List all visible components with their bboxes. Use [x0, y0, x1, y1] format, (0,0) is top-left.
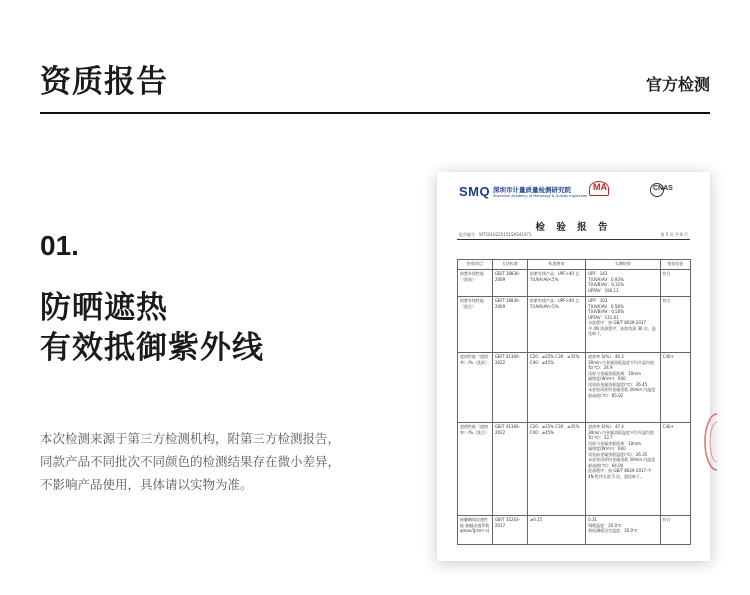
section-number: 01.	[40, 230, 79, 261]
column-header: 实测结果	[586, 260, 661, 270]
report-cell-result: 0.31 调理温度：20.0℃ 热检测板设定温度：35.0℃	[586, 516, 661, 545]
report-number: 报告编号：WT2010225151SAS41971	[459, 232, 532, 237]
column-header: 检验项目	[458, 260, 493, 270]
report-table-row	[458, 297, 691, 353]
report-cell-method: GB/T 18830-2009	[492, 297, 527, 353]
report-cell-conclusion: C40+	[660, 353, 690, 423]
report-table-row	[458, 516, 691, 545]
report-cell-method: GB/T 35263-2017	[492, 516, 527, 545]
report-table-body	[458, 270, 691, 545]
report-cell-result: 遮热率 S(%)：46.3 30min 内金属黑板温度平均升温均值 Tc(℃)：24.9 试样与金属黑板距离：10mm 辐照度(W/m²)：600 试验前金属黑板温度(℃)：26.45 未安装试样时金属黑板 30min 内温度最高值(℃)：65.02	[586, 353, 661, 423]
report-cell-conclusion: 符合	[660, 297, 690, 353]
report-table	[457, 259, 691, 545]
page-title: 资质报告	[40, 64, 168, 100]
column-header: 检验结论	[660, 260, 690, 270]
section-heading-line1: 防晒遮热	[40, 290, 168, 326]
report-table-row	[458, 353, 691, 423]
report-cell-requirement: 防紫外线产品：UPF>40 且 T(UVA)AV<5%	[527, 270, 585, 297]
report-table-row	[458, 270, 691, 297]
report-cell-conclusion: C40+	[660, 423, 690, 516]
ma-mark: MA	[593, 182, 607, 192]
report-cell-requirement: C20：≥25% C30：≥35% C40：≥45%	[527, 423, 585, 516]
report-cell-item: 防紫外线性能（洗后）	[458, 297, 493, 353]
org-name: 深圳市计量质量检测研究院	[493, 186, 571, 194]
report-cell-result: UPF：142 T(UVA)AV：0.93% T(UVB)AV：0.31% UPFAV：190.11	[586, 270, 661, 297]
report-table-row	[458, 423, 691, 516]
report-page-info: 第 5 页 共 8 页	[660, 232, 688, 237]
report-cell-item: 接触瞬间凉感性能 接触凉感系数 qmax/(J/cm²·s)	[458, 516, 493, 545]
report-title: 检 验 报 告	[535, 222, 612, 233]
report-cell-conclusion: 符合	[660, 270, 690, 297]
description-line: 不影响产品使用，具体请以实物为准。	[40, 477, 253, 492]
report-cell-requirement: ≥0.15	[527, 516, 585, 545]
report-cell-requirement: C20：≥25% C30：≥35% C40：≥45%	[527, 353, 585, 423]
smq-logo: SMQ	[459, 184, 491, 199]
section-description	[40, 427, 380, 496]
report-cell-item: 防紫外线性能（洗前）	[458, 270, 493, 297]
description-line: 本次检测来源于第三方检测机构，附第三方检测报告，	[40, 431, 341, 446]
cnas-mark: CNAS	[653, 185, 673, 192]
report-cell-method: GB/T 18830-2009	[492, 270, 527, 297]
report-cell-method: GB/T 41360-2022	[492, 353, 527, 423]
report-divider	[457, 239, 690, 240]
test-report-image	[437, 172, 710, 561]
report-cell-item: 遮热性能（遮热率）/%（洗后）	[458, 423, 493, 516]
report-table-header	[458, 260, 691, 270]
report-cell-requirement: 防紫外线产品：UPF>40 且 T(UVA)AV<5%	[527, 297, 585, 353]
report-cell-result: 遮热率 S(%)：47.4 30min 内金属黑板温度平均升温均值 Tc(℃)：33.7 试样与金属黑板距离：10mm 辐照度(W/m²)：600 试验前金属黑板温度(℃)：26.35 未安装试样时金属黑板 30min 内温度最高值(℃)：64.04 洗涤程序：按 GB/T 8629-2017 中 4N 程序水洗 5 次，悬挂晾干。	[586, 423, 661, 516]
column-header: 标准要求	[527, 260, 585, 270]
description-line: 同款产品不同批次不同颜色的检测结果存在微小差异，	[40, 454, 341, 469]
report-header	[437, 180, 710, 210]
header-divider	[40, 112, 710, 114]
stamp-seal-icon	[703, 412, 717, 472]
report-cell-method: GB/T 41360-2022	[492, 423, 527, 516]
page-subtitle: 官方检测	[645, 75, 710, 94]
column-header: 方法标准	[492, 260, 527, 270]
report-cell-conclusion: 符合	[660, 516, 690, 545]
report-cell-result: UPF：103 T(UVA)AV：0.58% T(UVB)AV：0.50% UPFAV：131.61 水洗程序：按 GB/T 8629-2017 中 4N 洗涤程序，连续洗涤 30 次，悬挂晾干。	[586, 297, 661, 353]
section-heading-line2: 有效抵御紫外线	[40, 330, 264, 366]
report-cell-item: 遮热性能（遮热率）/%（洗前）	[458, 353, 493, 423]
org-name-en: Shenzhen Academy of Metrology & Quality Inspection	[493, 194, 588, 198]
